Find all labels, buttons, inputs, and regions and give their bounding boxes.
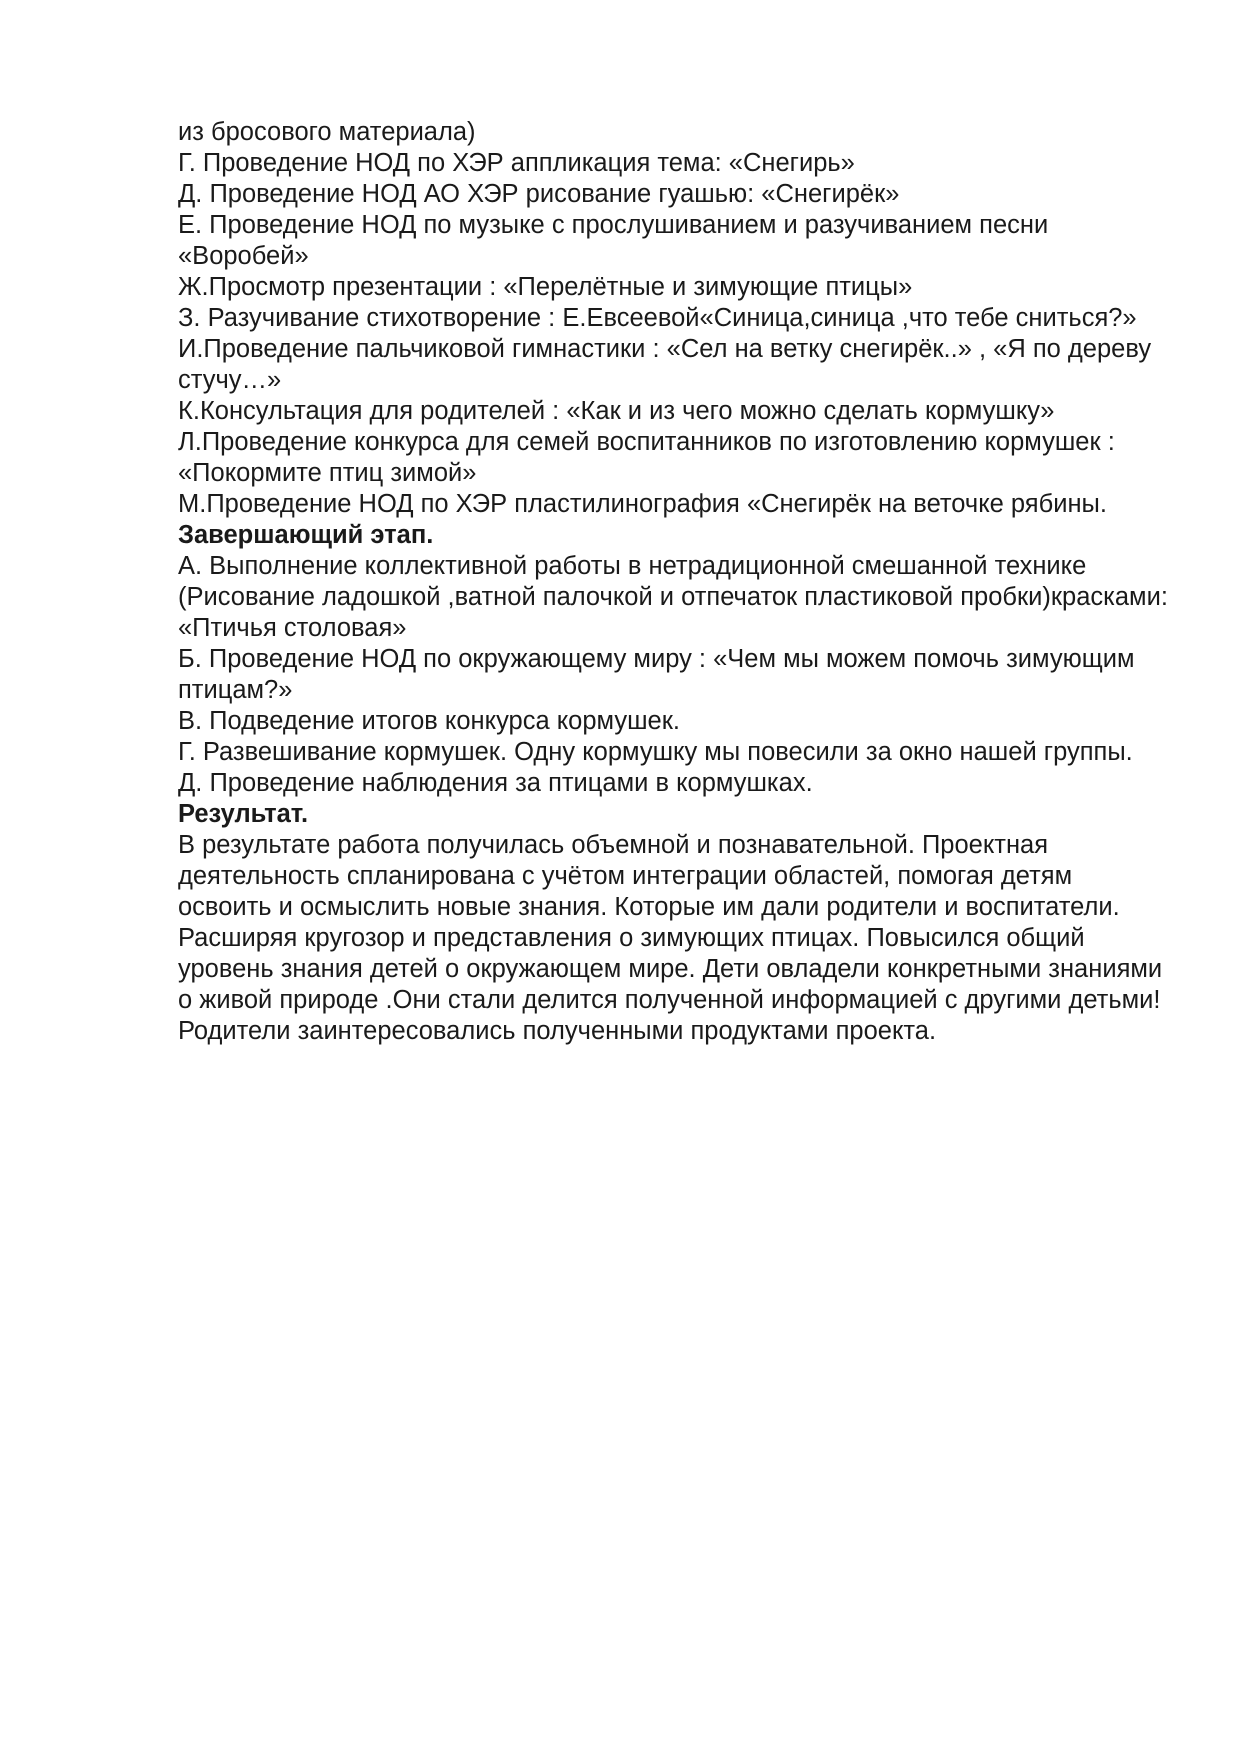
list-item: К.Консультация для родителей : «Как и из чего можно сделать кормушку» bbox=[178, 397, 1055, 425]
document-body bbox=[178, 117, 1176, 1047]
list-item: М.Проведение НОД по ХЭР пластилинография «Снегирёк на веточке рябины. bbox=[178, 490, 1107, 518]
list-item: В. Подведение итогов конкурса кормушек. bbox=[178, 707, 680, 735]
final-stage-list bbox=[178, 551, 1176, 799]
list-item: Г. Развешивание кормушек. Одну кормушку мы повесили за окно нашей группы. bbox=[178, 738, 1133, 766]
result-paragraph: В результате работа получилась объемной и познавательной. Проектная деятельность спланирована с учётом интеграции областей, помогая детям освоить и осмыслить новые знания. Которые им дали родители и воспитатели. Расширяя кругозор и представления о зимующих птицах. Повысился общий уровень знания детей о окружающем мире. Дети овладели конкретными знаниями о живой природе .Они стали делится полученной информацией с другими детьми! Родители заинтересовались полученными продуктами проекта. bbox=[178, 831, 1170, 1045]
list-item: Г. Проведение НОД по ХЭР аппликация тема: «Снегирь» bbox=[178, 149, 855, 177]
continuation-line: из бросового материала) bbox=[178, 118, 476, 146]
list-item: А. Выполнение коллективной работы в нетрадиционной смешанной технике (Рисование ладошкой ,ватной палочкой и отпечаток пластиковой пробки)красками: «Птичья столовая» bbox=[178, 552, 1176, 642]
list-item: Ж.Просмотр презентации : «Перелётные и зимующие птицы» bbox=[178, 273, 913, 301]
preparatory-list bbox=[178, 148, 1168, 520]
list-item: Л.Проведение конкурса для семей воспитанников по изготовлению кормушек : «Покормите птиц зимой» bbox=[178, 428, 1122, 487]
list-item: Е. Проведение НОД по музыке с прослушиванием и разучиванием песни «Воробей» bbox=[178, 211, 1056, 270]
list-item: И.Проведение пальчиковой гимнастики : «Сел на ветку снегирёк..» , «Я по дереву стучу…» bbox=[178, 335, 1159, 394]
list-item: Д. Проведение НОД АО ХЭР рисование гуашью: «Снегирёк» bbox=[178, 180, 900, 208]
list-item: Б. Проведение НОД по окружающему миру : «Чем мы можем помочь зимующим птицам?» bbox=[178, 645, 1142, 704]
result-heading: Результат. bbox=[178, 800, 309, 828]
list-item: Д. Проведение наблюдения за птицами в кормушках. bbox=[178, 769, 813, 797]
final-stage-heading: Завершающий этап. bbox=[178, 521, 434, 549]
list-item: З. Разучивание стихотворение : Е.Евсеевой«Синица,синица ,что тебе сниться?» bbox=[178, 304, 1137, 332]
